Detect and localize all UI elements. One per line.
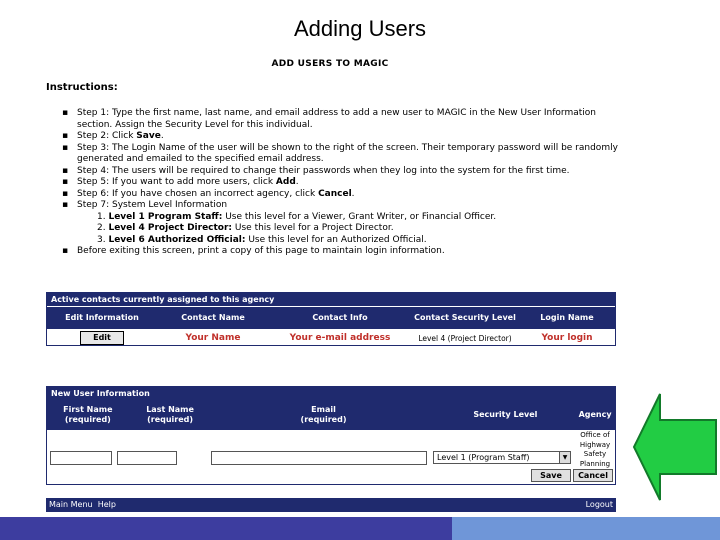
bullet-icon: ▪ (62, 188, 69, 199)
bullet-icon: ▪ (62, 131, 69, 141)
first-name-required: (required) (64, 415, 111, 424)
first-name-input[interactable] (50, 451, 112, 465)
dropdown-arrow-icon[interactable]: ▼ (559, 452, 570, 463)
step-item: ▪ Step 6: If you have chosen an incorrect agency, click Cancel. (62, 188, 355, 199)
bullet-icon: ▪ (62, 177, 69, 187)
edit-button[interactable]: Edit (80, 331, 124, 345)
security-level-select[interactable]: Level 1 (Program Staff) ▼ (433, 451, 571, 464)
table-row (47, 329, 615, 347)
last-name-input[interactable] (117, 451, 177, 465)
contact-email: Your e-mail address (289, 333, 391, 343)
email-input[interactable] (211, 451, 427, 465)
strip-dark (0, 517, 452, 540)
active-contacts-title: Active contacts currently assigned to this agency (47, 293, 615, 306)
bullet-icon: ▪ (62, 200, 69, 210)
left-pointing-green-arrow-icon (632, 392, 718, 502)
cancel-button[interactable]: Cancel (573, 469, 613, 482)
security-level-header: Security Level (473, 410, 538, 419)
agency-header: Agency (578, 410, 612, 419)
help-link[interactable]: Help (97, 500, 116, 509)
step-item: ▪ Step 5: If you want to add more users, click Add. (62, 177, 299, 187)
logout-link[interactable]: Logout (585, 500, 613, 509)
contact-name: Your Name (185, 333, 241, 343)
step-item: ▪ Step 1: Type the first name, last name, and email address to add a new user to MAGIC in the New User Information section. Assign the Security Level for this individual. (62, 108, 596, 130)
contact-security-level: Level 4 (Project Director) (418, 333, 512, 343)
column-header: Contact Info (312, 313, 368, 322)
new-user-panel (46, 386, 616, 485)
new-user-header (47, 400, 615, 430)
contact-login: Your login (541, 333, 593, 343)
last-name-header: Last Name (146, 405, 194, 414)
first-name-header: First Name (63, 405, 113, 414)
level-item: 3. Level 6 Authorized Official: Use this level for an Authorized Official. (97, 234, 427, 245)
step-item: ▪ Step 7: System Level Information 1. Level 1 Program Staff: Use this level for a Viewer, Grant Writer, or Financial Officer. 2. Level 4 Project Director: Use this level for a Project Director. 3. Level 6 Authorized Official: Use this level for an Authorized Official. (62, 200, 618, 246)
level-list (77, 212, 618, 247)
strip-light (452, 517, 720, 540)
instructions-label: Instructions: (46, 82, 118, 93)
level-item: 1. Level 1 Program Staff: Use this level for a Viewer, Grant Writer, or Financial Officer. (97, 211, 497, 222)
bullet-icon: ▪ (62, 165, 69, 176)
slide-title: Adding Users (293, 16, 427, 41)
bullet-icon: ▪ (62, 246, 69, 256)
slide-footer-strip (0, 517, 720, 540)
step-item: ▪ Before exiting this screen, print a copy of this page to maintain login information. (62, 246, 445, 256)
bullet-icon: ▪ (62, 108, 69, 118)
footer-nav (46, 498, 616, 512)
active-contacts-header (47, 306, 615, 329)
active-contacts-panel (46, 292, 616, 346)
last-name-required: (required) (147, 415, 194, 424)
email-required: (required) (300, 415, 347, 424)
step-item: ▪ Step 2: Click Save. (62, 131, 164, 141)
instructions-list (62, 108, 618, 258)
column-header: Contact Security Level (414, 313, 516, 322)
column-header: Contact Name (181, 313, 245, 322)
main-menu-link[interactable]: Main Menu (49, 500, 93, 509)
save-button[interactable]: Save (531, 469, 571, 482)
level-item: 2. Level 4 Project Director: Use this level for a Project Director. (97, 223, 394, 233)
column-header: Login Name (540, 313, 594, 322)
page-heading: ADD USERS TO MAGIC (271, 59, 389, 69)
column-header: Edit Information (65, 313, 139, 322)
form-buttons (531, 469, 613, 482)
bullet-icon: ▪ (62, 142, 69, 153)
new-user-title: New User Information (47, 387, 615, 400)
step-item: ▪ Step 4: The users will be required to change their passwords when they log into the system for the first time. (62, 165, 570, 176)
new-user-inputs (47, 430, 615, 470)
email-header: Email (311, 405, 336, 414)
agency-value: Office of Highway Safety Planning (579, 431, 611, 468)
step-item: ▪ Step 3: The Login Name of the user will be shown to the right of the screen. Their temporary password will be randomly generated and emailed to the specified email address. (62, 142, 618, 164)
